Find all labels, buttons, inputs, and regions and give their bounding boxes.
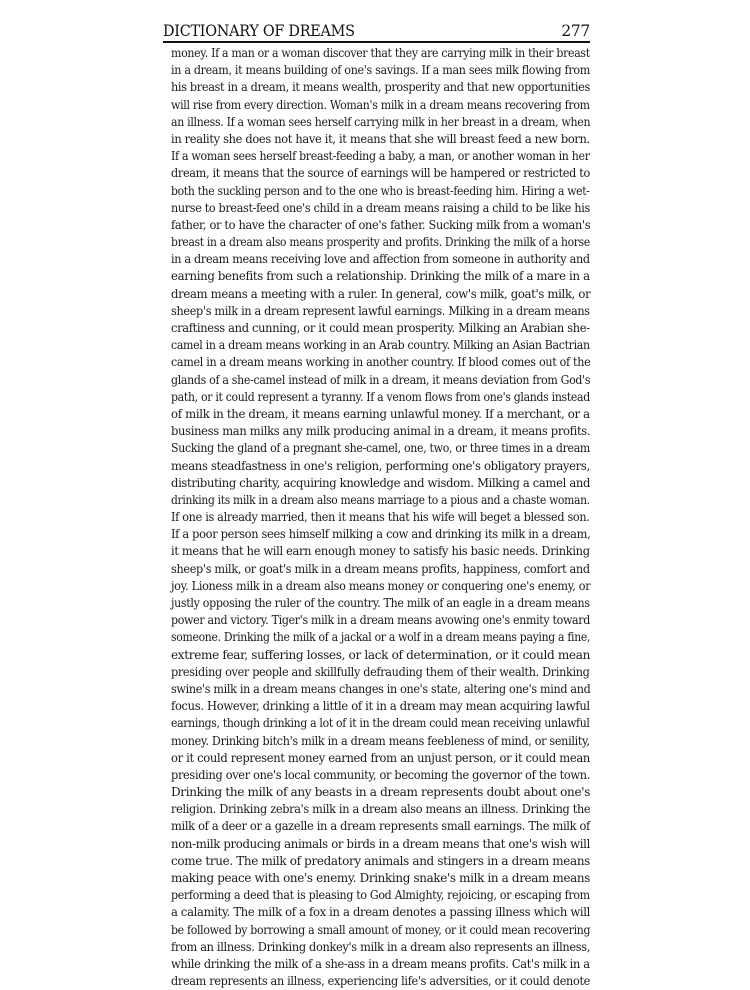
text-line: breast in a dream also means prosperity and profits. Drinking the milk of a horse [171, 235, 590, 250]
text-line: dream means a meeting with a ruler. In general, cow's milk, goat's milk, or [171, 286, 591, 301]
text-line: dream, it means that the source of earnings will be hampered or restricted to [171, 166, 590, 181]
text-line: nurse to breast-feed one's child in a dream means raising a child to be like his [171, 200, 590, 215]
text-line: making peace with one's enemy. Drinking snake's milk in a dream means [171, 871, 591, 885]
text-line: religion. Drinking zebra's milk in a dream also means an illness. Drinking the [171, 802, 591, 817]
text-line: presiding over one's local community, or becoming the governor of the town. [171, 767, 591, 782]
text-line: If a woman sees herself breast-feeding a baby, a man, or another woman in her [171, 149, 590, 164]
text-line: come true. The milk of predatory animals and stingers in a dream means [171, 853, 590, 868]
text-line: drinking its milk in a dream also means marriage to a pious and a chaste woman. [171, 492, 590, 507]
text-line: or it could represent money earned from an unjust person, or it could mean [171, 750, 590, 765]
text-line: If a poor person sees himself milking a cow and drinking its milk in a dream, [171, 527, 591, 542]
text-line: path, or it could represent a tyranny. If a venom flows from one's glands instead [171, 389, 590, 404]
running-header [163, 17, 590, 39]
text-line: milk of a deer or a gazelle in a dream represents small earnings. The milk of [171, 819, 590, 834]
text-line: it means that he will earn enough money to satisfy his basic needs. Drinking [171, 544, 590, 559]
text-line: a calamity. The milk of a fox in a dream denotes a passing illness which will [171, 905, 591, 920]
text-line: sheep's milk, or goat's milk in a dream means profits, happiness, comfort and [171, 561, 590, 576]
text-line: in reality she does not have it, it means that she will breast feed a new born. [171, 131, 590, 146]
text-line: distributing charity, acquiring knowledge and wisdom. Milking a camel and [171, 475, 591, 490]
text-line: someone. Drinking the milk of a jackal or a wolf in a dream means paying a fine, [171, 630, 591, 645]
text-line: dream represents an illness, experiencing life's adversities, or it could denote [171, 974, 590, 989]
text-line: an illness. If a woman sees herself carrying milk in her breast in a dream, when [171, 114, 591, 129]
text-line: money. If a man or a woman discover that they are carrying milk in their breast [171, 46, 590, 60]
text-line: joy. Lioness milk in a dream also means money or conquering one's enemy, or [171, 578, 591, 593]
header-rule [163, 41, 590, 43]
text-line: business man milks any milk producing animal in a dream, it means profits. [171, 424, 591, 439]
text-line: money. Drinking bitch's milk in a dream means feebleness of mind, or senility, [171, 733, 590, 748]
text-line: of milk in the dream, it means earning unlawful money. If a merchant, or a [171, 406, 590, 421]
text-line: while drinking the milk of a she-ass in a dream means profits. Cat's milk in a [171, 956, 590, 971]
text-line: earning benefits from such a relationship. Drinking the milk of a mare in a [171, 269, 590, 284]
text-line: performing a deed that is pleasing to God Almighty, rejoicing, or escaping from [171, 888, 590, 903]
text-line: camel in a dream means working in an Arab country. Milking an Asian Bactrian [171, 338, 590, 353]
text-line: earnings, though drinking a lot of it in the dream could mean receiving unlawful [171, 716, 590, 731]
page-number: 277 [561, 21, 590, 40]
text-line: will rise from every direction. Woman's milk in a dream means recovering from [171, 97, 590, 112]
text-line: in a dream, it means building of one's savings. If a man sees milk flowing from [171, 63, 590, 78]
body-text [171, 45, 590, 990]
text-line: father, or to have the character of one's father. Sucking milk from a woman's [171, 217, 591, 232]
running-title: DICTIONARY OF DREAMS [163, 21, 355, 40]
text-line: extreme fear, suffering losses, or lack of determination, or it could mean [171, 647, 591, 662]
text-line: be followed by borrowing a small amount of money, or it could mean recovering [171, 922, 591, 937]
text-line: Sucking the gland of a pregnant she-camel, one, two, or three times in a dream [171, 441, 591, 456]
text-line: in a dream means receiving love and affection from someone in authority and [171, 252, 590, 267]
text-line: Drinking the milk of any beasts in a dream represents doubt about one's [171, 785, 591, 800]
text-line: means steadfastness in one's religion, performing one's obligatory prayers, [171, 458, 590, 473]
text-line: non-milk producing animals or birds in a dream means that one's wish will [171, 836, 590, 851]
text-line: presiding over people and skillfully defrauding them of their wealth. Drinking [171, 664, 590, 679]
text-line: If one is already married, then it means that his wife will beget a blessed son. [171, 510, 590, 525]
text-line: justly opposing the ruler of the country. The milk of an eagle in a dream means [171, 596, 590, 610]
text-line: from an illness. Drinking donkey's milk in a dream also represents an illness, [171, 939, 591, 954]
text-line: camel in a dream means working in another country. If blood comes out of the [171, 355, 591, 370]
text-line: sheep's milk in a dream represent lawful earnings. Milking in a dream means [171, 303, 590, 318]
text-line: craftiness and cunning, or it could mean prosperity. Milking an Arabian she- [171, 321, 590, 335]
text-line: swine's milk in a dream means changes in one's state, altering one's mind and [171, 681, 591, 696]
text-line: power and victory. Tiger's milk in a dream means avowing one's enmity toward [171, 613, 590, 628]
text-line: focus. However, drinking a little of it in a dream may mean acquiring lawful [171, 699, 590, 714]
text-line: both the suckling person and to the one who is breast-feeding him. Hiring a wet- [171, 183, 590, 198]
text-line: his breast in a dream, it means wealth, prosperity and that new opportunities [171, 80, 590, 95]
text-line: glands of a she-camel instead of milk in a dream, it means deviation from God's [171, 372, 591, 387]
